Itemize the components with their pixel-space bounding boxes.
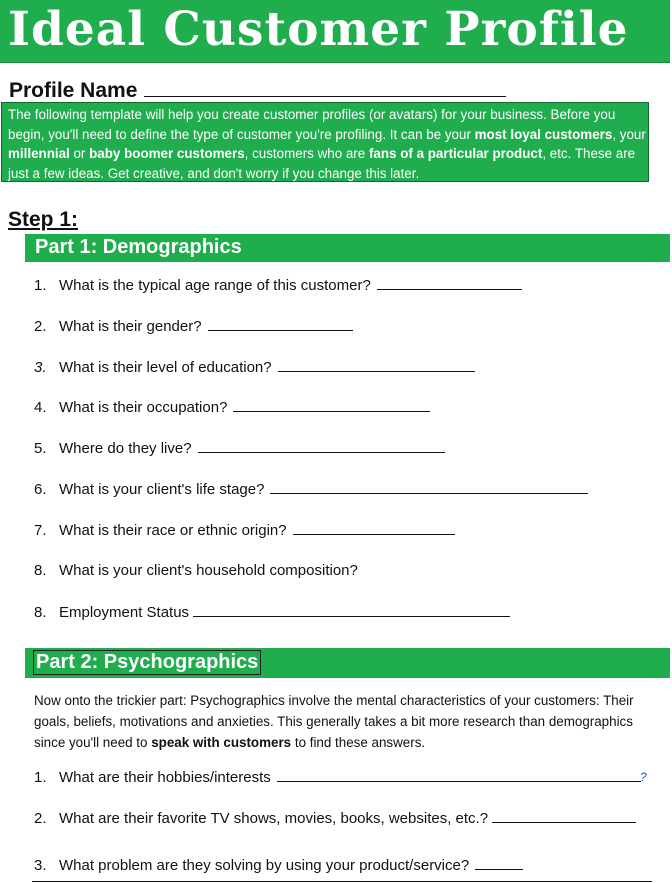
intro-emphasis: speak with customers bbox=[151, 735, 292, 750]
question-number: 3. bbox=[34, 857, 47, 874]
question-text: What problem are they solving by using your product/service? bbox=[59, 857, 470, 874]
answer-blank[interactable] bbox=[277, 768, 641, 782]
question-item bbox=[34, 439, 445, 457]
intro-box bbox=[1, 102, 649, 182]
question-item bbox=[34, 276, 522, 294]
profile-name-label: Profile Name bbox=[9, 79, 138, 102]
question-number: 8. bbox=[34, 562, 47, 579]
intro-emphasis: most loyal customers bbox=[474, 126, 613, 142]
intro-text: , your bbox=[612, 126, 646, 142]
question-item bbox=[34, 856, 523, 874]
psychographics-intro bbox=[34, 690, 666, 753]
question-number: 5. bbox=[34, 440, 47, 457]
question-item bbox=[34, 809, 636, 827]
part1-header bbox=[25, 234, 670, 262]
question-item bbox=[34, 398, 430, 416]
answer-blank[interactable] bbox=[293, 521, 455, 535]
question-text: What is their level of education? bbox=[59, 359, 272, 376]
question-number: 7. bbox=[34, 522, 47, 539]
question-text: What is their occupation? bbox=[59, 399, 228, 416]
question-text: What is their gender? bbox=[59, 318, 202, 335]
intro-text: or bbox=[69, 146, 90, 161]
question-item bbox=[34, 562, 358, 579]
intro-text: , customers who are bbox=[244, 146, 369, 161]
question-number: 1. bbox=[34, 769, 47, 786]
intro-text: to find these answers. bbox=[291, 735, 426, 750]
answer-blank[interactable] bbox=[377, 276, 522, 290]
answer-blank[interactable] bbox=[278, 358, 475, 372]
title-banner bbox=[0, 0, 670, 63]
intro-text: , etc. These are just a few ideas. Get creative, and don't worry if you change this later. bbox=[8, 146, 636, 181]
question-text: What is your client's life stage? bbox=[59, 481, 265, 498]
question-text: Employment Status bbox=[59, 604, 190, 621]
intro-emphasis: fans of a particular product bbox=[368, 146, 543, 161]
question-item bbox=[34, 603, 510, 621]
question-text: What are their favorite TV shows, movies, books, websites, etc.? bbox=[59, 810, 489, 827]
intro-emphasis: baby boomer customers bbox=[89, 146, 245, 161]
question-item bbox=[34, 480, 588, 498]
question-number: 4. bbox=[34, 399, 47, 416]
step-heading: Step 1: bbox=[8, 208, 79, 231]
question-number: 2. bbox=[34, 810, 47, 827]
answer-blank[interactable] bbox=[233, 398, 430, 412]
question-item bbox=[34, 521, 455, 539]
answer-blank[interactable] bbox=[198, 439, 445, 453]
part2-title: Part 2: Psychographics bbox=[33, 650, 261, 675]
question-text: What is the typical age range of this customer? bbox=[59, 277, 371, 294]
answer-blank[interactable] bbox=[208, 317, 353, 331]
intro-emphasis: millennial bbox=[8, 146, 70, 161]
answer-blank[interactable] bbox=[475, 856, 523, 870]
question-number: 2. bbox=[34, 318, 47, 335]
intro-text: Now onto the trickier part: Psychographics involve the mental characteristics of your customers: Their goals, beliefs, motivations and anxieties. This generally takes a bit more research than demographics since you'll need to bbox=[34, 693, 634, 750]
question-text: What is your client's household composition? bbox=[59, 562, 358, 579]
answer-line[interactable] bbox=[32, 881, 652, 882]
answer-blank[interactable] bbox=[492, 809, 636, 823]
question-text: What is their race or ethnic origin? bbox=[59, 522, 287, 539]
part1-title: Part 1: Demographics bbox=[35, 236, 242, 258]
question-text: What are their hobbies/interests bbox=[59, 769, 271, 786]
question-number: 3. bbox=[34, 359, 47, 376]
answer-blank[interactable] bbox=[270, 480, 588, 494]
answer-blank[interactable] bbox=[193, 603, 510, 617]
question-number: 8. bbox=[34, 604, 47, 621]
intro-text: The following template will help you create customer profiles (or avatars) for your business. Before you begin, you'll need to define the type of customer you're profiling. It can be your bbox=[8, 107, 616, 142]
profile-name-blank[interactable] bbox=[144, 80, 506, 97]
question-item bbox=[34, 768, 641, 786]
profile-name-field bbox=[9, 79, 506, 103]
question-mark: ? bbox=[640, 770, 647, 784]
question-text: Where do they live? bbox=[59, 440, 192, 457]
question-number: 1. bbox=[34, 277, 47, 294]
part2-header bbox=[25, 648, 670, 678]
question-item bbox=[34, 317, 353, 335]
question-item bbox=[34, 358, 475, 376]
page-title: Ideal Customer Profile bbox=[8, 2, 629, 57]
question-number: 6. bbox=[34, 481, 47, 498]
